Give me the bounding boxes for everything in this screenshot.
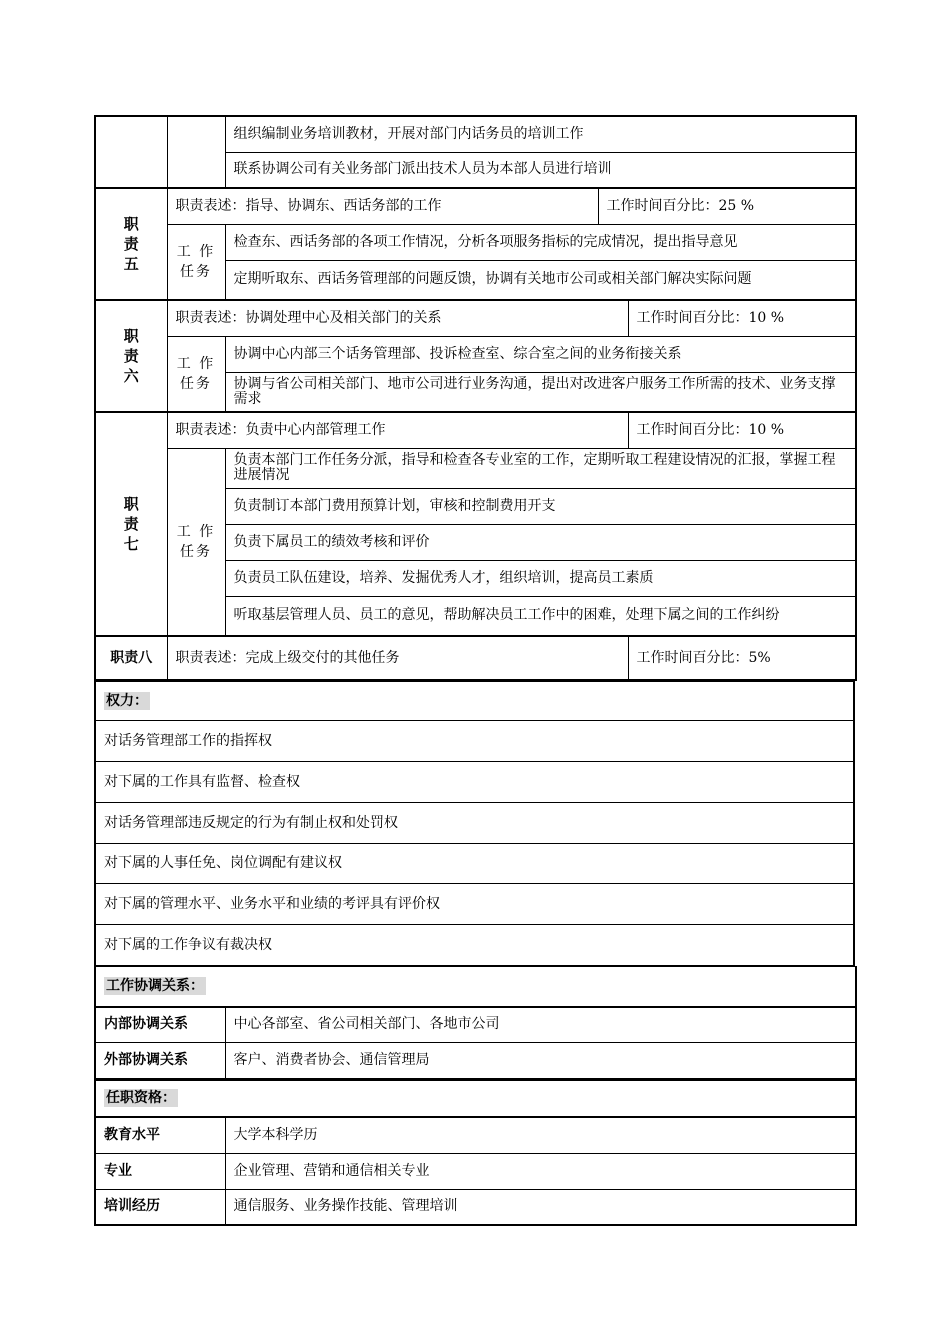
duty6-task-label: 工 作 任务 <box>167 336 225 412</box>
duty7-time-percent: 工作时间百分比：10 % <box>628 412 856 448</box>
authority-item: 对下属的工作具有监督、检查权 <box>95 762 854 803</box>
duty6-time-percent: 工作时间百分比：10 % <box>628 300 856 336</box>
task-item: 负责员工队伍建设，培养、发掘优秀人才，组织培训，提高员工素质 <box>225 560 856 596</box>
coordination-title: 工作协调关系： <box>95 967 856 1007</box>
authority-item: 对话务管理部工作的指挥权 <box>95 721 854 762</box>
duty7-task-label: 工 作 任务 <box>167 448 225 636</box>
task-item: 听取基层管理人员、员工的意见，帮助解决员工工作中的困难，处理下属之间的工作纠纷 <box>225 596 856 636</box>
education-label: 教育水平 <box>95 1117 225 1153</box>
duty4-label-cell <box>95 116 167 188</box>
authority-item: 对下属的管理水平、业务水平和业绩的考评具有评价权 <box>95 884 854 925</box>
task-item: 协调中心内部三个话务管理部、投诉检查室、综合室之间的业务衔接关系 <box>225 336 856 372</box>
coordination-table <box>94 966 857 1080</box>
task-item: 负责本部门工作任务分派，指导和检查各专业室的工作，定期听取工程建设情况的汇报，掌握工程进展情况 <box>225 448 856 488</box>
task-item: 联系协调公司有关业务部门派出技术人员为本部人员进行培训 <box>225 152 856 188</box>
duty4-task-label-cell <box>167 116 225 188</box>
authority-item: 对下属的人事任免、岗位调配有建议权 <box>95 844 854 884</box>
duty8-time-percent: 工作时间百分比：5% <box>628 636 856 680</box>
major-value: 企业管理、营销和通信相关专业 <box>225 1153 856 1189</box>
authority-item: 对下属的工作争议有裁决权 <box>95 925 854 966</box>
duty5-task-label: 工 作 任务 <box>167 224 225 300</box>
job-description-document <box>94 115 855 1226</box>
task-item: 组织编制业务培训教材，开展对部门内话务员的培训工作 <box>225 116 856 152</box>
duties-table <box>94 115 857 681</box>
internal-coordination-label: 内部协调关系 <box>95 1007 225 1043</box>
task-item: 负责下属员工的绩效考核和评价 <box>225 524 856 560</box>
external-coordination-value: 客户、消费者协会、通信管理局 <box>225 1043 856 1079</box>
duty7-statement: 职责表述：负责中心内部管理工作 <box>167 412 628 448</box>
duty5-time-percent: 工作时间百分比：25 % <box>598 188 856 224</box>
duty5-statement: 职责表述：指导、协调东、西话务部的工作 <box>167 188 598 224</box>
internal-coordination-value: 中心各部室、省公司相关部门、各地市公司 <box>225 1007 856 1043</box>
major-label: 专业 <box>95 1153 225 1189</box>
qualification-table <box>94 1080 857 1227</box>
duty8-label: 职责八 <box>95 636 167 680</box>
authority-item: 对话务管理部违反规定的行为有制止权和处罚权 <box>95 803 854 844</box>
qualification-title: 任职资格： <box>95 1080 856 1117</box>
training-value: 通信服务、业务操作技能、管理培训 <box>225 1189 856 1225</box>
education-value: 大学本科学历 <box>225 1117 856 1153</box>
duty7-label: 职 责 七 <box>95 412 167 636</box>
training-label: 培训经历 <box>95 1189 225 1225</box>
duty5-label: 职 责 五 <box>95 188 167 300</box>
duty6-statement: 职责表述：协调处理中心及相关部门的关系 <box>167 300 628 336</box>
task-item: 负责制订本部门费用预算计划，审核和控制费用开支 <box>225 488 856 524</box>
task-item: 检查东、西话务部的各项工作情况，分析各项服务指标的完成情况，提出指导意见 <box>225 224 856 260</box>
duty6-label: 职 责 六 <box>95 300 167 412</box>
task-item: 协调与省公司相关部门、地市公司进行业务沟通，提出对改进客户服务工作所需的技术、业务支撑需求 <box>225 372 856 412</box>
duty8-statement: 职责表述：完成上级交付的其他任务 <box>167 636 628 680</box>
external-coordination-label: 外部协调关系 <box>95 1043 225 1079</box>
task-item: 定期听取东、西话务管理部的问题反馈，协调有关地市公司或相关部门解决实际问题 <box>225 260 856 300</box>
authority-title: 权力： <box>95 682 854 721</box>
authority-table <box>94 681 855 966</box>
